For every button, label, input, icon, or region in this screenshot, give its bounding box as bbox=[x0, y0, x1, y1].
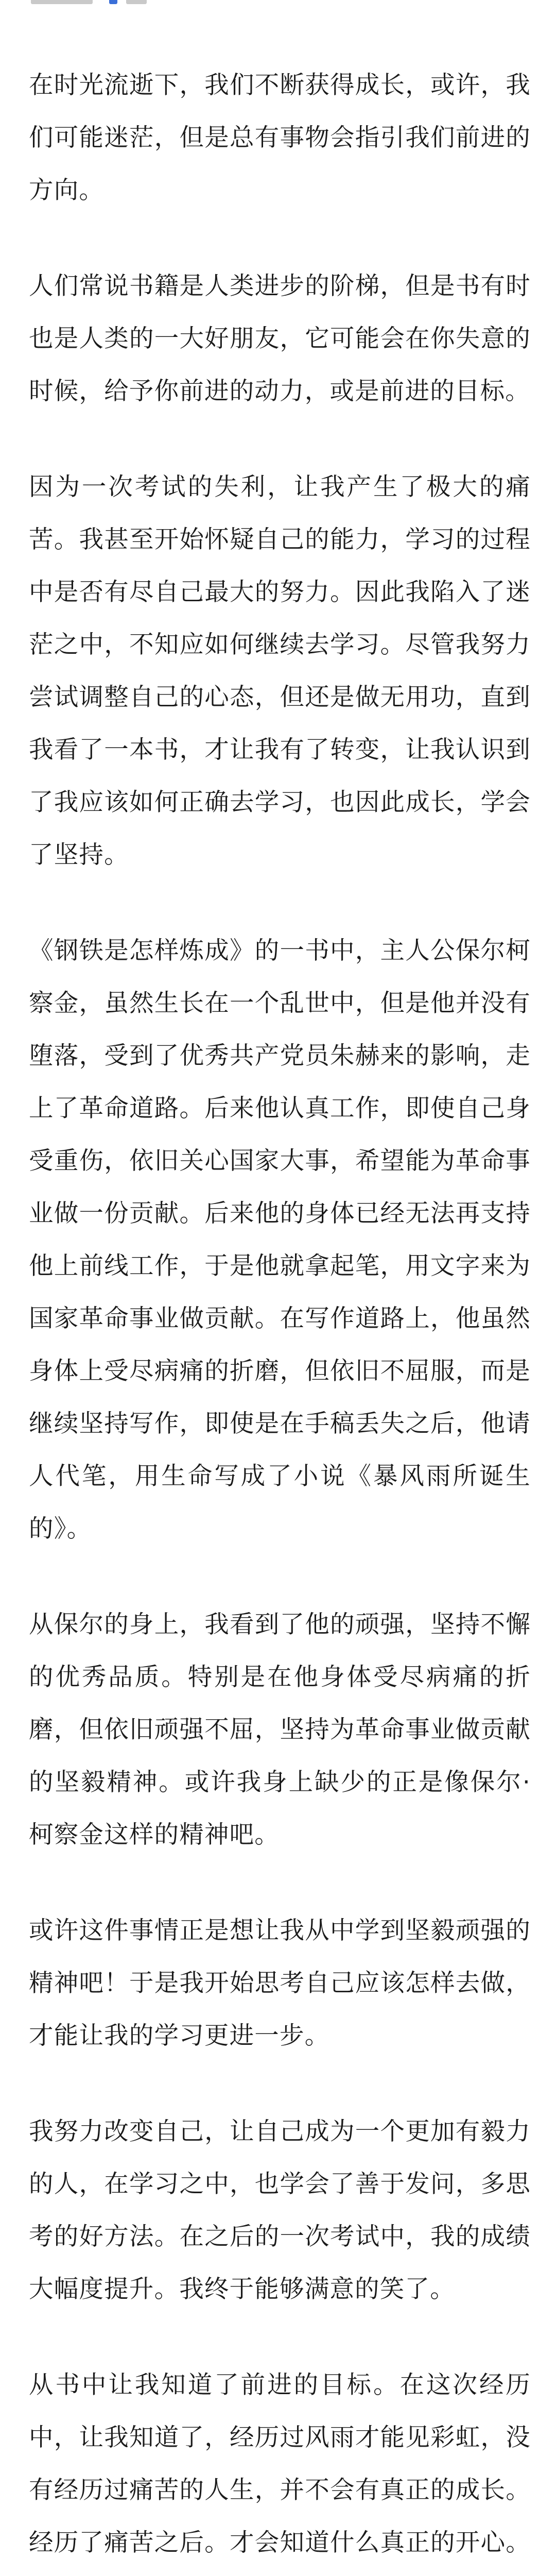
article-paragraph: 从保尔的身上，我看到了他的顽强，坚持不懈的优秀品质。特别是在他身体受尽病痛的折磨，但依旧顽强不屈，坚持为革命事业做贡献的坚毅精神。或许我身上缺少的正是像保尔·柯察金这样的精神吧。 bbox=[29, 1611, 531, 1849]
cropped-header-fragment bbox=[126, 0, 147, 4]
article-paragraph: 《钢铁是怎样炼成》的一书中，主人公保尔柯察金，虽然生长在一个乱世中，但是他并没有堕落，受到了优秀共产党员朱赫来的影响，走上了革命道路。后来他认真工作，即使自己身受重伤，依旧关心国家大事，希望能为革命事业做一份贡献。后来他的身体已经无法再支持他上前线工作，于是他就拿起笔，用文字来为国家革命事业做贡献。在写作道路上，他虽然身体上受尽病痛的折磨，但依旧不屈服，而是继续坚持写作，即使是在手稿丢失之后，他请人代笔，用生命写成了小说《暴风雨所诞生的》。 bbox=[29, 937, 531, 1543]
cropped-accent-icon bbox=[109, 0, 117, 4]
article-paragraph: 人们常说书籍是人类进步的阶梯，但是书有时也是人类的一大好朋友，它可能会在你失意的时候，给予你前进的动力，或是前进的目标。 bbox=[29, 272, 531, 405]
article-paragraph: 从书中让我知道了前进的目标。在这次经历中，让我知道了，经历过风雨才能见彩虹，没有经历过痛苦的人生，并不会有真正的成长。经历了痛苦之后。才会知道什么真正的开心。 bbox=[29, 2371, 531, 2557]
article-body bbox=[29, 59, 531, 2576]
article-paragraph: 或许这件事情正是想让我从中学到坚毅顽强的精神吧！于是我开始思考自己应该怎样去做，才能让我的学习更进一步。 bbox=[29, 1917, 531, 2050]
article-paragraph: 因为一次考试的失利，让我产生了极大的痛苦。我甚至开始怀疑自己的能力，学习的过程中是否有尽自己最大的努力。因此我陷入了迷茫之中，不知应如何继续去学习。尽管我努力尝试调整自己的心态，但还是做无用功，直到我看了一本书，才让我有了转变，让我认识到了我应该如何正确去学习，也因此成长，学会了坚持。 bbox=[29, 473, 531, 869]
article-paragraph: 我努力改变自己，让自己成为一个更加有毅力的人，在学习之中，也学会了善于发问，多思考的好方法。在之后的一次考试中，我的成绩大幅度提升。我终于能够满意的笑了。 bbox=[29, 2117, 531, 2303]
cropped-header-fragment bbox=[31, 0, 93, 4]
article-paragraph: 在时光流逝下，我们不断获得成长，或许，我们可能迷茫，但是总有事物会指引我们前进的方向。 bbox=[29, 71, 531, 205]
top-status-strip bbox=[0, 0, 556, 7]
